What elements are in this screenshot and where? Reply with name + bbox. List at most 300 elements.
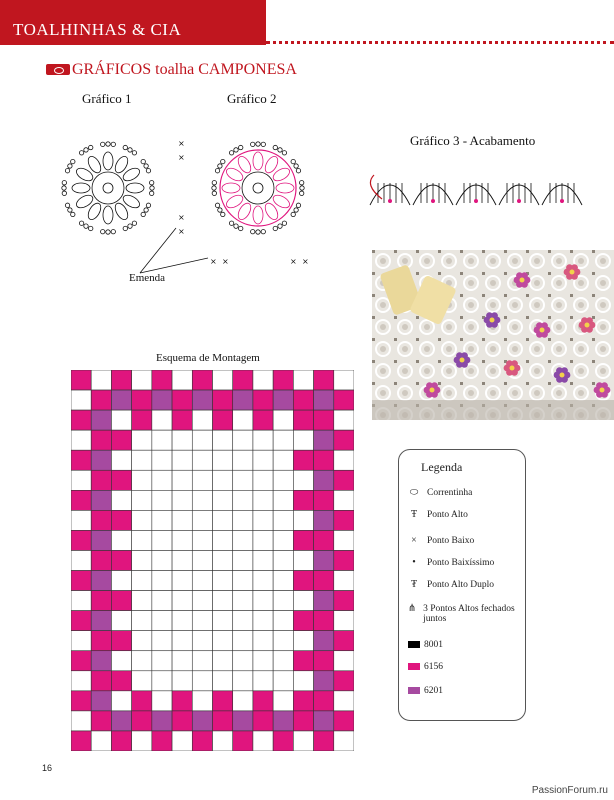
svg-text:×: ×: [178, 139, 185, 148]
legend-item-ponto-baixo: × Ponto Baixo: [405, 536, 474, 546]
grid-cell: [273, 651, 293, 671]
grid-cell: [192, 671, 212, 691]
grid-cell: [71, 390, 91, 410]
chain-loop: [79, 151, 83, 155]
grid-cell: [152, 450, 172, 470]
grid-cell: [172, 731, 192, 751]
svg-text:×: ×: [290, 257, 297, 266]
grid-cell: [172, 470, 192, 490]
grid-cell: [91, 711, 111, 731]
chain-loop: [149, 181, 153, 185]
grid-cell: [233, 390, 253, 410]
grid-cell: [111, 671, 131, 691]
motif-petal: [253, 152, 263, 170]
grid-cell: [334, 470, 354, 490]
grid-cell: [334, 390, 354, 410]
grid-cell: [233, 450, 253, 470]
grid-cell: [293, 510, 313, 530]
grid-cell: [192, 530, 212, 550]
grid-cell: [152, 550, 172, 570]
grid-cell: [172, 410, 192, 430]
grid-cell: [273, 470, 293, 490]
join-dot: [431, 199, 435, 203]
grid-cell: [132, 450, 152, 470]
grid-cell: [293, 731, 313, 751]
grid-cell: [334, 691, 354, 711]
grid-cell: [71, 450, 91, 470]
grid-cell: [213, 631, 233, 651]
grid-cell: [172, 571, 192, 591]
grid-cell: [172, 430, 192, 450]
grid-cell: [152, 530, 172, 550]
grid-cell: [152, 571, 172, 591]
grid-cell: [213, 611, 233, 631]
chain-oval-icon: ⬭: [409, 487, 419, 498]
grid-cell: [132, 571, 152, 591]
motif-petal: [113, 201, 131, 222]
grid-cell: [334, 631, 354, 651]
legend-color-6156: 6156: [405, 662, 443, 672]
grid-cell: [192, 490, 212, 510]
chain-loop: [221, 212, 225, 216]
grid-cell: [273, 591, 293, 611]
grid-cell: [334, 430, 354, 450]
chain-loop: [234, 224, 238, 228]
chain-loop: [234, 148, 238, 152]
grid-cell: [91, 450, 111, 470]
join-dot: [560, 199, 564, 203]
grid-cell: [152, 430, 172, 450]
flower-center: [510, 366, 515, 371]
grid-cell: [132, 671, 152, 691]
grid-cell: [71, 731, 91, 751]
grid-cell: [192, 631, 212, 651]
grid-cell: [71, 611, 91, 631]
grid-cell: [253, 591, 273, 611]
grid-cell: [293, 470, 313, 490]
chain-loop: [144, 208, 148, 212]
chain-loop: [282, 151, 286, 155]
grid-cell: [314, 490, 334, 510]
motif-petal: [263, 201, 281, 222]
grafico-2-label: Gráfico 2: [227, 91, 277, 106]
grid-cell: [273, 410, 293, 430]
grid-cell: [111, 470, 131, 490]
grid-cell: [253, 430, 273, 450]
grid-cell: [293, 571, 313, 591]
grid-cell: [111, 370, 131, 390]
chain-loop: [128, 148, 132, 152]
grid-cell: [152, 591, 172, 611]
grid-cell: [71, 671, 91, 691]
chain-loop: [101, 142, 105, 146]
chain-loop: [273, 145, 277, 149]
grid-cell: [172, 530, 192, 550]
grid-cell: [293, 671, 313, 691]
grid-cell: [233, 631, 253, 651]
grid-cell: [213, 550, 233, 570]
grid-cell: [253, 651, 273, 671]
grid-cell: [132, 370, 152, 390]
grid-cell: [293, 390, 313, 410]
grid-cell: [111, 611, 131, 631]
treble-crochet-icon: ₮: [410, 579, 418, 590]
chain-loop: [282, 221, 286, 225]
motif-petal: [121, 166, 142, 184]
grid-cell: [111, 691, 131, 711]
grid-cell: [273, 430, 293, 450]
grid-cell: [334, 550, 354, 570]
grid-cell: [132, 510, 152, 530]
chain-loop: [278, 224, 282, 228]
grid-cell: [111, 430, 131, 450]
grid-cell: [132, 390, 152, 410]
grid-cell: [172, 631, 192, 651]
grid-cell: [152, 510, 172, 530]
grid-cell: [233, 671, 253, 691]
grid-cell: [233, 510, 253, 530]
grid-cell: [152, 711, 172, 731]
grid-cell: [314, 390, 334, 410]
grid-cell: [152, 611, 172, 631]
grid-cell: [253, 370, 273, 390]
grid-cell: [71, 530, 91, 550]
motif-petal: [86, 201, 104, 222]
grid-cell: [253, 450, 273, 470]
chain-loop: [111, 229, 115, 233]
svg-text:×: ×: [222, 257, 229, 266]
chain-loop: [294, 164, 298, 168]
grid-cell: [314, 671, 334, 691]
grid-cell: [192, 711, 212, 731]
grid-cell: [314, 731, 334, 751]
grid-cell: [192, 410, 212, 430]
grid-cell: [293, 591, 313, 611]
grid-cell: [334, 370, 354, 390]
svg-text:×: ×: [178, 227, 185, 236]
grid-cell: [192, 390, 212, 410]
chain-loop: [229, 221, 233, 225]
grid-cell: [233, 731, 253, 751]
flower-center: [585, 323, 590, 328]
grid-cell: [71, 711, 91, 731]
grid-cell: [314, 691, 334, 711]
grid-cell: [172, 691, 192, 711]
motif-petal: [103, 152, 113, 170]
grid-cell: [233, 430, 253, 450]
chain-loop: [71, 212, 75, 216]
flower-center: [460, 358, 465, 363]
grid-cell: [172, 611, 192, 631]
grid-cell: [233, 370, 253, 390]
grid-cell: [233, 490, 253, 510]
grid-cell: [111, 651, 131, 671]
grid-cell: [152, 731, 172, 751]
grid-cell: [314, 571, 334, 591]
chain-loop: [150, 186, 154, 190]
grid-cell: [71, 370, 91, 390]
grid-cell: [253, 410, 273, 430]
chain-loop: [299, 181, 303, 185]
chain-loop: [291, 159, 295, 163]
motif-petal: [271, 166, 292, 184]
grid-cell: [172, 490, 192, 510]
motif-petal: [113, 154, 131, 175]
grid-cell: [91, 490, 111, 510]
grid-cell: [334, 571, 354, 591]
grid-cell: [213, 530, 233, 550]
grid-cell: [253, 510, 273, 530]
grafico-1-label: Gráfico 1: [82, 91, 132, 106]
grid-cell: [152, 671, 172, 691]
motif-petal: [276, 183, 294, 193]
emenda-label: Emenda: [129, 272, 166, 284]
motif-petal: [86, 154, 104, 175]
grid-cell: [91, 470, 111, 490]
grid-cell: [192, 731, 212, 751]
chain-loop: [300, 186, 304, 190]
chain-loop: [101, 229, 105, 233]
chain-loop: [123, 145, 127, 149]
tablecloth-photo: [372, 250, 614, 420]
swatch-6201: [408, 687, 420, 694]
chain-loop: [229, 151, 233, 155]
legend-item-cluster: ⋔ 3 Pontos Altos fechados juntos: [405, 604, 515, 624]
chain-loop: [111, 142, 115, 146]
grid-cell: [152, 370, 172, 390]
grid-cell: [314, 631, 334, 651]
chain-loop: [146, 169, 150, 173]
grid-cell: [314, 530, 334, 550]
chain-loop: [291, 212, 295, 216]
chain-loop: [89, 226, 93, 230]
grid-cell: [213, 510, 233, 530]
grid-cell: [192, 571, 212, 591]
flower-center: [600, 388, 605, 393]
slip-stitch-dot-icon: •: [412, 557, 416, 568]
grid-cell: [71, 591, 91, 611]
join-dot: [517, 199, 521, 203]
grid-cell: [132, 711, 152, 731]
grid-cell: [213, 671, 233, 691]
grafico-3-label: Gráfico 3 - Acabamento: [410, 133, 536, 148]
motif-grafico-1: [62, 142, 154, 234]
grid-cell: [273, 370, 293, 390]
grid-cell: [71, 631, 91, 651]
grid-cell: [132, 611, 152, 631]
grid-cell: [273, 571, 293, 591]
chain-loop: [141, 212, 145, 216]
grid-cell: [314, 711, 334, 731]
grid-cell: [172, 450, 192, 470]
svg-text:×: ×: [178, 153, 185, 162]
grid-cell: [192, 591, 212, 611]
grid-cell: [192, 550, 212, 570]
motif-petal: [263, 154, 281, 175]
header-title: TOALHINHAS & CIA: [13, 20, 182, 39]
grid-cell: [314, 611, 334, 631]
grid-cell: [314, 450, 334, 470]
grid-cell: [111, 731, 131, 751]
grid-cell: [314, 430, 334, 450]
grid-cell: [111, 711, 131, 731]
grid-cell: [192, 430, 212, 450]
chain-loop: [239, 226, 243, 230]
grid-cell: [91, 390, 111, 410]
page-number: 16: [42, 763, 53, 773]
chain-loop: [251, 229, 255, 233]
grid-cell: [71, 691, 91, 711]
chain-loop: [299, 191, 303, 195]
grid-cell: [273, 711, 293, 731]
legend-box: [398, 449, 526, 721]
chain-loop: [141, 159, 145, 163]
grid-cell: [213, 430, 233, 450]
acabamento-diagram: [360, 165, 590, 225]
motif-petal: [72, 183, 90, 193]
chain-loop: [149, 191, 153, 195]
chain-loop: [146, 203, 150, 207]
grid-cell: [91, 571, 111, 591]
grid-cell: [253, 390, 273, 410]
flower-center: [490, 318, 495, 323]
motif-petal: [103, 206, 113, 224]
legend-item-ponto-alto-duplo: ₮ Ponto Alto Duplo: [405, 580, 494, 590]
grid-cell: [273, 671, 293, 691]
assembly-grid: [71, 370, 354, 751]
chain-loop: [239, 145, 243, 149]
legend-item-ponto-baixissimo: • Ponto Baixíssimo: [405, 558, 494, 568]
grid-cell: [334, 530, 354, 550]
grid-cell: [213, 691, 233, 711]
grid-cell: [132, 691, 152, 711]
grid-cell: [293, 430, 313, 450]
chain-loop: [132, 221, 136, 225]
grid-cell: [192, 510, 212, 530]
grid-cell: [273, 530, 293, 550]
grid-cell: [314, 651, 334, 671]
grid-cell: [91, 731, 111, 751]
grid-cell: [334, 711, 354, 731]
grid-cell: [213, 370, 233, 390]
grid-cell: [273, 450, 293, 470]
grid-cell: [233, 571, 253, 591]
grid-cell: [91, 530, 111, 550]
chain-loop: [215, 203, 219, 207]
grid-cell: [132, 631, 152, 651]
chain-loop: [62, 186, 66, 190]
chain-loop: [296, 169, 300, 173]
chain-loop: [212, 191, 216, 195]
chain-loop: [294, 208, 298, 212]
grid-cell: [91, 430, 111, 450]
grid-cell: [192, 470, 212, 490]
grid-cell: [91, 691, 111, 711]
motif-grafico-2: [212, 142, 304, 234]
grid-cell: [334, 671, 354, 691]
grid-cell: [293, 370, 313, 390]
grid-cell: [91, 510, 111, 530]
chain-loop: [261, 142, 265, 146]
grid-cell: [213, 490, 233, 510]
join-dot: [388, 199, 392, 203]
motif-petal: [74, 166, 95, 184]
chain-loop: [89, 145, 93, 149]
grid-cell: [111, 530, 131, 550]
chain-loop: [218, 208, 222, 212]
grid-cell: [293, 490, 313, 510]
chain-loop: [68, 164, 72, 168]
grid-cell: [233, 410, 253, 430]
chain-loop: [256, 142, 260, 146]
grid-cell: [314, 550, 334, 570]
svg-text:×: ×: [210, 257, 217, 266]
swatch-6156: [408, 663, 420, 670]
chain-loop: [215, 169, 219, 173]
chain-loop: [71, 159, 75, 163]
grid-cell: [273, 490, 293, 510]
grid-cell: [314, 470, 334, 490]
grid-cell: [71, 470, 91, 490]
single-crochet-x-icon: ×: [411, 535, 417, 546]
grid-cell: [71, 410, 91, 430]
grid-cell: [253, 611, 273, 631]
grid-cell: [152, 390, 172, 410]
cluster-3dc-icon: ⋔: [407, 603, 417, 614]
grid-cell: [273, 691, 293, 711]
grid-cell: [91, 410, 111, 430]
grid-cell: [213, 591, 233, 611]
grid-cell: [273, 611, 293, 631]
grid-cell: [213, 711, 233, 731]
emenda-arrows: [140, 228, 208, 273]
grid-cell: [71, 571, 91, 591]
grid-cell: [132, 530, 152, 550]
grid-cell: [172, 390, 192, 410]
grid-cell: [253, 571, 273, 591]
grid-cell: [91, 631, 111, 651]
grid-cell: [152, 651, 172, 671]
grid-cell: [172, 510, 192, 530]
legend-title: Legenda: [421, 460, 463, 474]
grid-cell: [172, 550, 192, 570]
grid-cell: [132, 731, 152, 751]
grid-cell: [192, 450, 212, 470]
flower-center: [430, 388, 435, 393]
grid-cell: [192, 611, 212, 631]
flower-center: [540, 328, 545, 333]
grid-cell: [111, 591, 131, 611]
chain-loop: [123, 226, 127, 230]
grid-cell: [172, 711, 192, 731]
grid-cell: [192, 370, 212, 390]
grid-cell: [213, 571, 233, 591]
grid-cell: [91, 671, 111, 691]
direction-arrow: [370, 175, 382, 199]
chain-loop: [261, 229, 265, 233]
grid-cell: [293, 691, 313, 711]
grid-cell: [132, 550, 152, 570]
legend-color-8001: 8001: [405, 640, 443, 650]
motif-petal: [74, 193, 95, 211]
legend-item-ponto-alto: Ŧ Ponto Alto: [405, 510, 468, 520]
chain-loop: [106, 230, 110, 234]
join-dot: [474, 199, 478, 203]
grid-cell: [213, 410, 233, 430]
grid-cell: [273, 390, 293, 410]
chain-loop: [273, 226, 277, 230]
curl-ornament-icon: [46, 64, 70, 75]
